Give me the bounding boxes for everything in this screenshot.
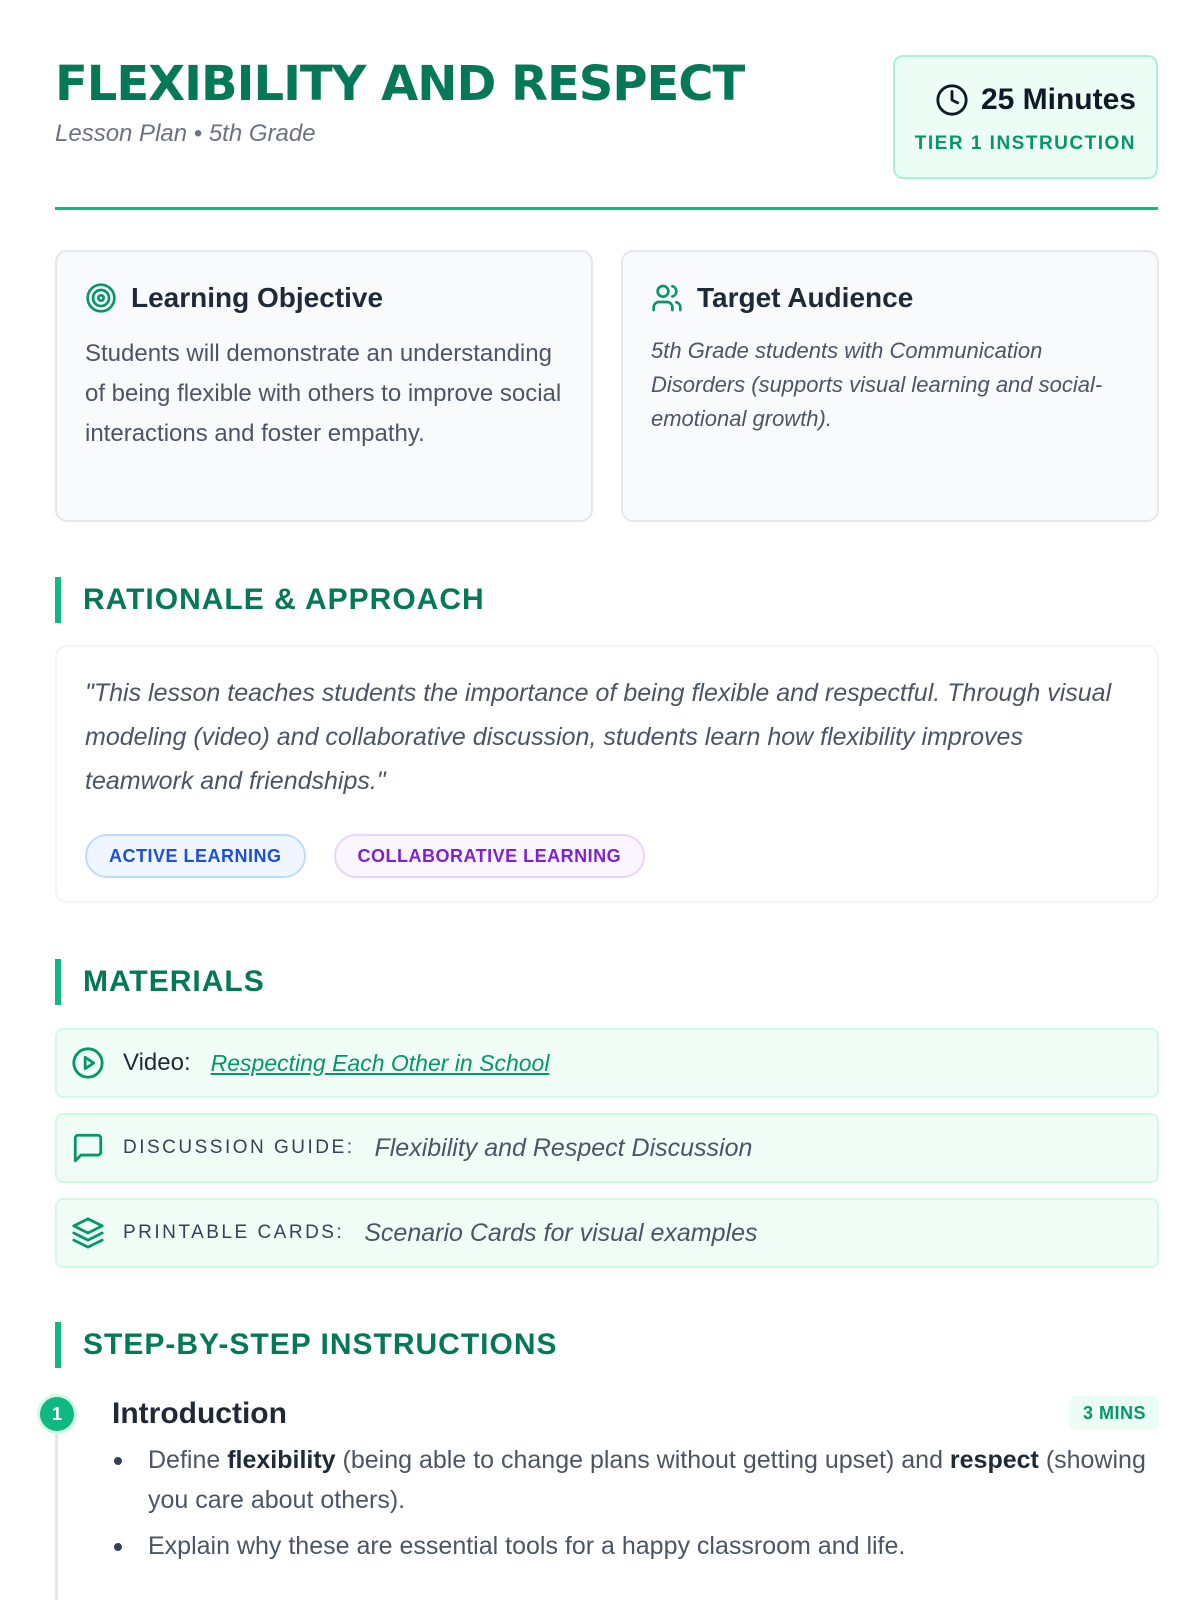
target-audience-header [651,282,913,314]
tier-label: TIER 1 INSTRUCTION [914,133,1136,154]
learning-objective-title: Learning Objective [131,282,384,313]
term-respect: respect [949,1446,1039,1474]
target-audience-card [621,250,1159,522]
step-number-badge: 1 [37,1394,77,1434]
step-bullet-list [112,1440,1158,1572]
material-cards-value: Scenario Cards for visual examples [364,1218,758,1247]
step-timeline [55,1412,58,1600]
step-duration-badge: 3 MINS [1070,1396,1159,1430]
bullet-text-mid: (being able to change plans without getting upset) and [335,1446,950,1474]
tag-active-learning: ACTIVE LEARNING [85,834,306,878]
material-discussion-label: DISCUSSION GUIDE: [123,1137,355,1158]
rationale-heading: RATIONALE & APPROACH [55,577,485,623]
page-header [55,0,1158,210]
material-discussion-value: Flexibility and Respect Discussion [374,1133,753,1162]
tag-list [85,834,645,878]
target-audience-text: 5th Grade students with Communication Disorders (supports visual learning and social-emotional growth). [651,338,1103,431]
tag-collaborative-learning: COLLABORATIVE LEARNING [334,834,646,878]
clock-icon [935,83,969,117]
layers-icon [71,1216,105,1250]
bullet-text-post: (showing you care about others). [148,1446,1146,1514]
step-title: Introduction [112,1397,287,1430]
material-video [55,1028,1159,1098]
target-icon [85,282,117,314]
materials-heading: MATERIALS [55,959,265,1005]
target-audience-title: Target Audience [697,282,914,313]
material-printable-cards [55,1198,1159,1268]
material-cards-label: PRINTABLE CARDS: [123,1222,345,1243]
term-flexibility: flexibility [227,1446,336,1474]
rationale-box [55,645,1159,903]
steps-heading: STEP-BY-STEP INSTRUCTIONS [55,1322,558,1368]
message-square-icon [71,1131,105,1165]
material-video-label: Video: [123,1049,191,1076]
duration-box [893,55,1158,179]
learning-objective-header [85,282,383,314]
duration-text: 25 Minutes [980,83,1136,116]
material-video-link[interactable]: Respecting Each Other in School [210,1049,550,1076]
play-circle-icon [71,1046,105,1080]
learning-objective-text: Students will demonstrate an understanding of being flexible with others to improve social interactions and foster empathy. [85,340,562,447]
step-bullet: Explain why these are essential tools for a happy classroom and life. [112,1526,1158,1566]
step-bullet [112,1440,1158,1520]
bullet-text-pre: Define [148,1446,228,1474]
page-title: FLEXIBILITY AND RESPECT [55,56,745,112]
duration-row [935,83,1136,117]
rationale-quote: "This lesson teaches students the importance of being flexible and respectful. Through visual modeling (video) and collaborative discussion, students learn how flexibility improves teamwork and friendships." [85,679,1112,795]
learning-objective-card [55,250,593,522]
page-subtitle: Lesson Plan • 5th Grade [55,120,316,147]
material-discussion-guide [55,1113,1159,1183]
users-icon [651,282,683,314]
